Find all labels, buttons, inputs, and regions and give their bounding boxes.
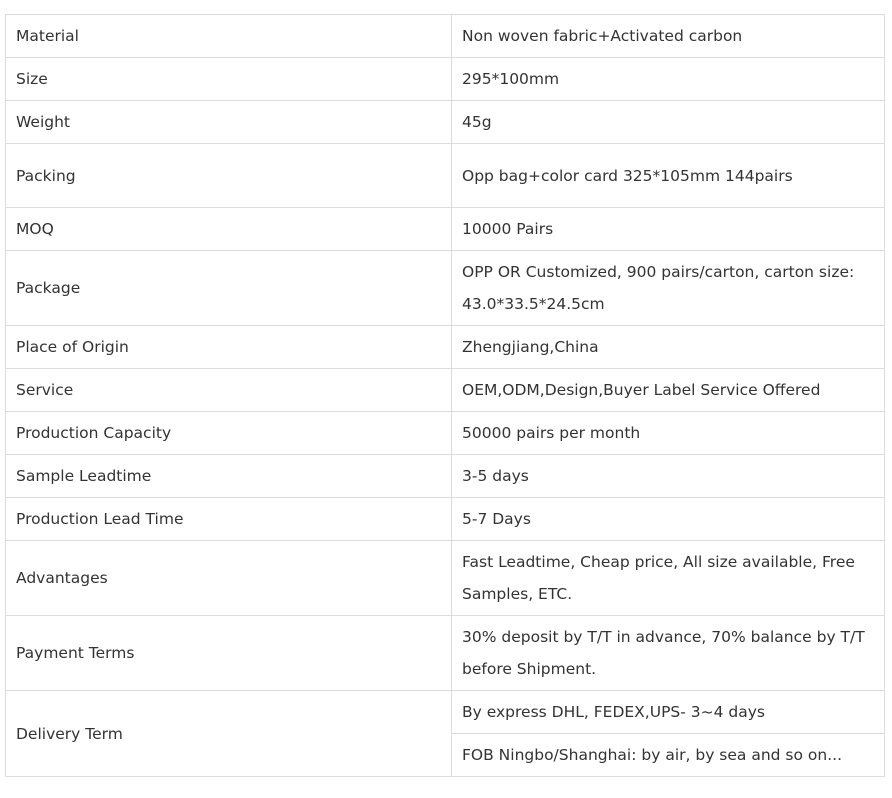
table-row-package bbox=[6, 251, 885, 326]
row-label: Weight bbox=[6, 101, 452, 144]
row-value: 30% deposit by T/T in advance, 70% balance by T/T before Shipment. bbox=[452, 616, 885, 691]
row-label: Payment Terms bbox=[6, 616, 452, 691]
row-value: By express DHL, FEDEX,UPS- 3~4 days bbox=[452, 691, 885, 734]
row-label: Package bbox=[6, 251, 452, 326]
row-value: Opp bag+color card 325*105mm 144pairs bbox=[452, 144, 885, 208]
row-value: Fast Leadtime, Cheap price, All size available, Free Samples, ETC. bbox=[452, 541, 885, 616]
row-label: Production Capacity bbox=[6, 412, 452, 455]
row-value: 50000 pairs per month bbox=[452, 412, 885, 455]
table-row-moq bbox=[6, 208, 885, 251]
table-row-size bbox=[6, 58, 885, 101]
table-row-payment-terms bbox=[6, 616, 885, 691]
table-row-production-capacity bbox=[6, 412, 885, 455]
row-value: Non woven fabric+Activated carbon bbox=[452, 15, 885, 58]
row-label: Service bbox=[6, 369, 452, 412]
table-row-sample-leadtime bbox=[6, 455, 885, 498]
table-row-material bbox=[6, 15, 885, 58]
row-label: Sample Leadtime bbox=[6, 455, 452, 498]
table-row-production-lead-time bbox=[6, 498, 885, 541]
row-label: Size bbox=[6, 58, 452, 101]
row-label: Advantages bbox=[6, 541, 452, 616]
row-value: 5-7 Days bbox=[452, 498, 885, 541]
row-value: Zhengjiang,China bbox=[452, 326, 885, 369]
row-value: 295*100mm bbox=[452, 58, 885, 101]
spec-table bbox=[5, 14, 885, 777]
row-value: FOB Ningbo/Shanghai: by air, by sea and so on... bbox=[452, 734, 885, 777]
row-value: 10000 Pairs bbox=[452, 208, 885, 251]
table-row-delivery-term bbox=[6, 691, 885, 734]
row-label: MOQ bbox=[6, 208, 452, 251]
row-label: Packing bbox=[6, 144, 452, 208]
table-row-service bbox=[6, 369, 885, 412]
row-label: Material bbox=[6, 15, 452, 58]
row-label: Place of Origin bbox=[6, 326, 452, 369]
row-value: 45g bbox=[452, 101, 885, 144]
row-value: OPP OR Customized, 900 pairs/carton, carton size: 43.0*33.5*24.5cm bbox=[452, 251, 885, 326]
row-label: Production Lead Time bbox=[6, 498, 452, 541]
row-value: 3-5 days bbox=[452, 455, 885, 498]
table-row-place-of-origin bbox=[6, 326, 885, 369]
row-label: Delivery Term bbox=[6, 691, 452, 777]
row-value: OEM,ODM,Design,Buyer Label Service Offered bbox=[452, 369, 885, 412]
table-row-weight bbox=[6, 101, 885, 144]
table-row-advantages bbox=[6, 541, 885, 616]
table-row-packing bbox=[6, 144, 885, 208]
